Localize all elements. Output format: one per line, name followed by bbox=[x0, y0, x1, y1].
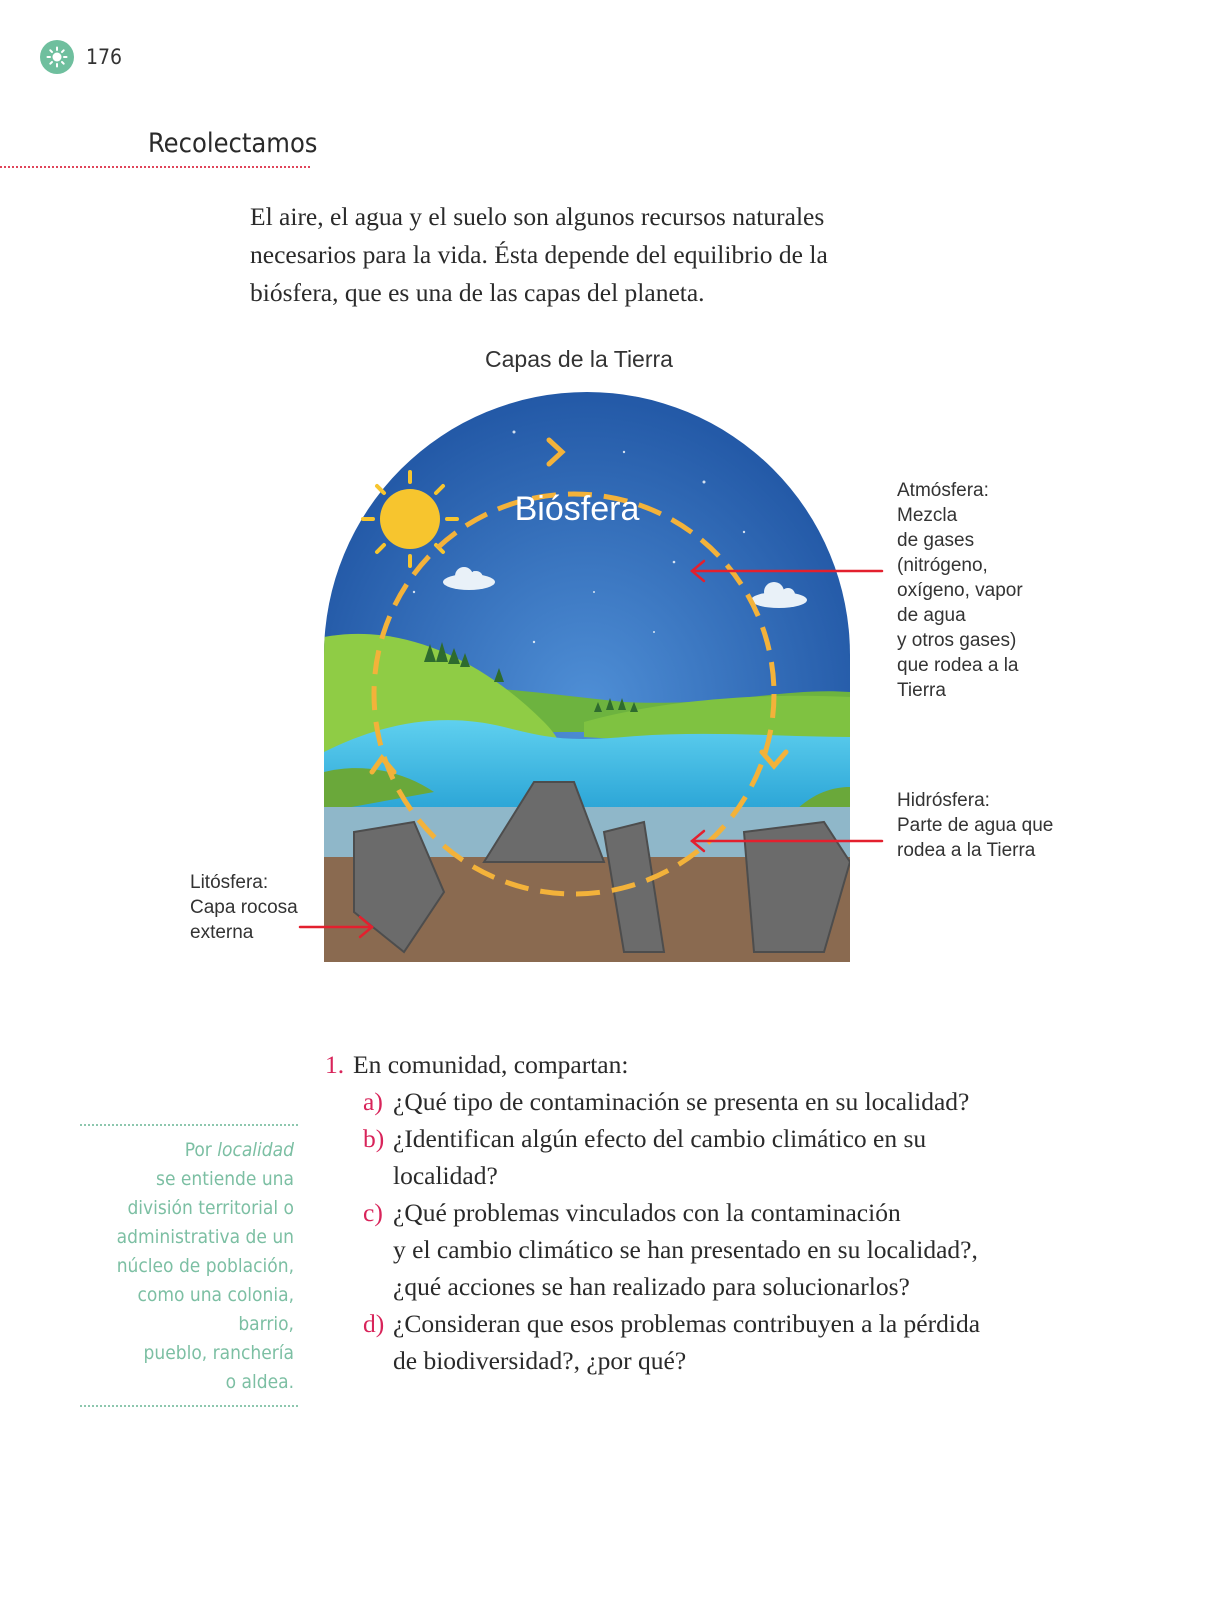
note-line: administrativa de un bbox=[116, 1226, 294, 1248]
section-divider bbox=[0, 166, 310, 168]
label-line: y otros gases) bbox=[897, 630, 1017, 651]
intro-line: El aire, el agua y el suelo son algunos recursos naturales bbox=[250, 202, 825, 231]
item-line: ¿qué acciones se han realizado para solucionarlos? bbox=[393, 1272, 910, 1301]
item-letter: d) bbox=[363, 1309, 385, 1338]
note-line: división territorial o bbox=[127, 1197, 294, 1219]
note-line: pueblo, ranchería bbox=[143, 1342, 294, 1364]
activity-questions bbox=[325, 1046, 1045, 1379]
note-line: o aldea. bbox=[225, 1371, 294, 1393]
label-line: externa bbox=[190, 922, 254, 943]
label-line: Mezcla bbox=[897, 505, 958, 526]
item-letter: a) bbox=[363, 1087, 383, 1116]
item-line: ¿Qué problemas vinculados con la contaminación bbox=[393, 1198, 901, 1227]
label-line: de agua bbox=[897, 605, 966, 626]
note-text bbox=[80, 1126, 298, 1405]
question-item-c bbox=[363, 1194, 1045, 1305]
question-item-a bbox=[363, 1083, 1045, 1120]
label-line: Capa rocosa bbox=[190, 897, 298, 918]
item-line: y el cambio climático se han presentado en su localidad?, bbox=[393, 1235, 978, 1264]
note-line: se entiende una bbox=[156, 1168, 294, 1190]
intro-paragraph bbox=[250, 198, 870, 312]
biosphere-label: Biósfera bbox=[514, 490, 640, 528]
question-item-d bbox=[363, 1305, 1045, 1379]
label-line: oxígeno, vapor bbox=[897, 580, 1023, 601]
item-letter: b) bbox=[363, 1124, 385, 1153]
page-number-text: 176 bbox=[86, 45, 123, 69]
label-line: Parte de agua que bbox=[897, 815, 1054, 836]
label-line: Hidrósfera: bbox=[897, 790, 990, 811]
earth-layers-diagram bbox=[324, 392, 850, 962]
item-line: localidad? bbox=[393, 1161, 498, 1190]
glossary-note bbox=[80, 1124, 298, 1407]
intro-line: necesarios para la vida. Ésta depende del equilibrio de la bbox=[250, 240, 828, 269]
label-line: rodea a la Tierra bbox=[897, 840, 1036, 861]
item-line: ¿Qué tipo de contaminación se presenta en su localidad? bbox=[393, 1087, 970, 1116]
figure-title-text: Capas de la Tierra bbox=[485, 346, 673, 372]
label-line: (nitrógeno, bbox=[897, 555, 988, 576]
figure-title bbox=[0, 346, 1214, 373]
section-title: Recolectamos bbox=[148, 128, 318, 159]
item-line: ¿Identifican algún efecto del cambio climático en su bbox=[393, 1124, 927, 1153]
note-term: localidad bbox=[217, 1139, 294, 1161]
lithosphere-label bbox=[190, 870, 330, 945]
hydrosphere-label bbox=[897, 788, 1097, 863]
intro-line: biósfera, que es una de las capas del planeta. bbox=[250, 278, 705, 307]
atmosphere-label bbox=[897, 478, 1077, 703]
label-line: que rodea a la bbox=[897, 655, 1019, 676]
note-line: como una colonia, barrio, bbox=[137, 1284, 294, 1335]
question-number: 1. bbox=[325, 1050, 345, 1079]
question-header bbox=[325, 1046, 1045, 1083]
question-item-b bbox=[363, 1120, 1045, 1194]
label-line: Atmósfera: bbox=[897, 480, 989, 501]
note-line: núcleo de población, bbox=[116, 1255, 294, 1277]
sun-badge-icon bbox=[40, 40, 74, 74]
item-line: de biodiversidad?, ¿por qué? bbox=[393, 1346, 687, 1375]
page-number bbox=[40, 40, 122, 74]
item-line: ¿Consideran que esos problemas contribuyen a la pérdida bbox=[393, 1309, 981, 1338]
note-bottom-rule bbox=[80, 1405, 298, 1407]
label-line: Litósfera: bbox=[190, 872, 269, 893]
question-prompt: En comunidad, compartan: bbox=[353, 1050, 629, 1079]
label-line: de gases bbox=[897, 530, 975, 551]
item-letter: c) bbox=[363, 1198, 383, 1227]
note-pre: Por bbox=[184, 1139, 218, 1161]
label-line: Tierra bbox=[897, 680, 946, 701]
